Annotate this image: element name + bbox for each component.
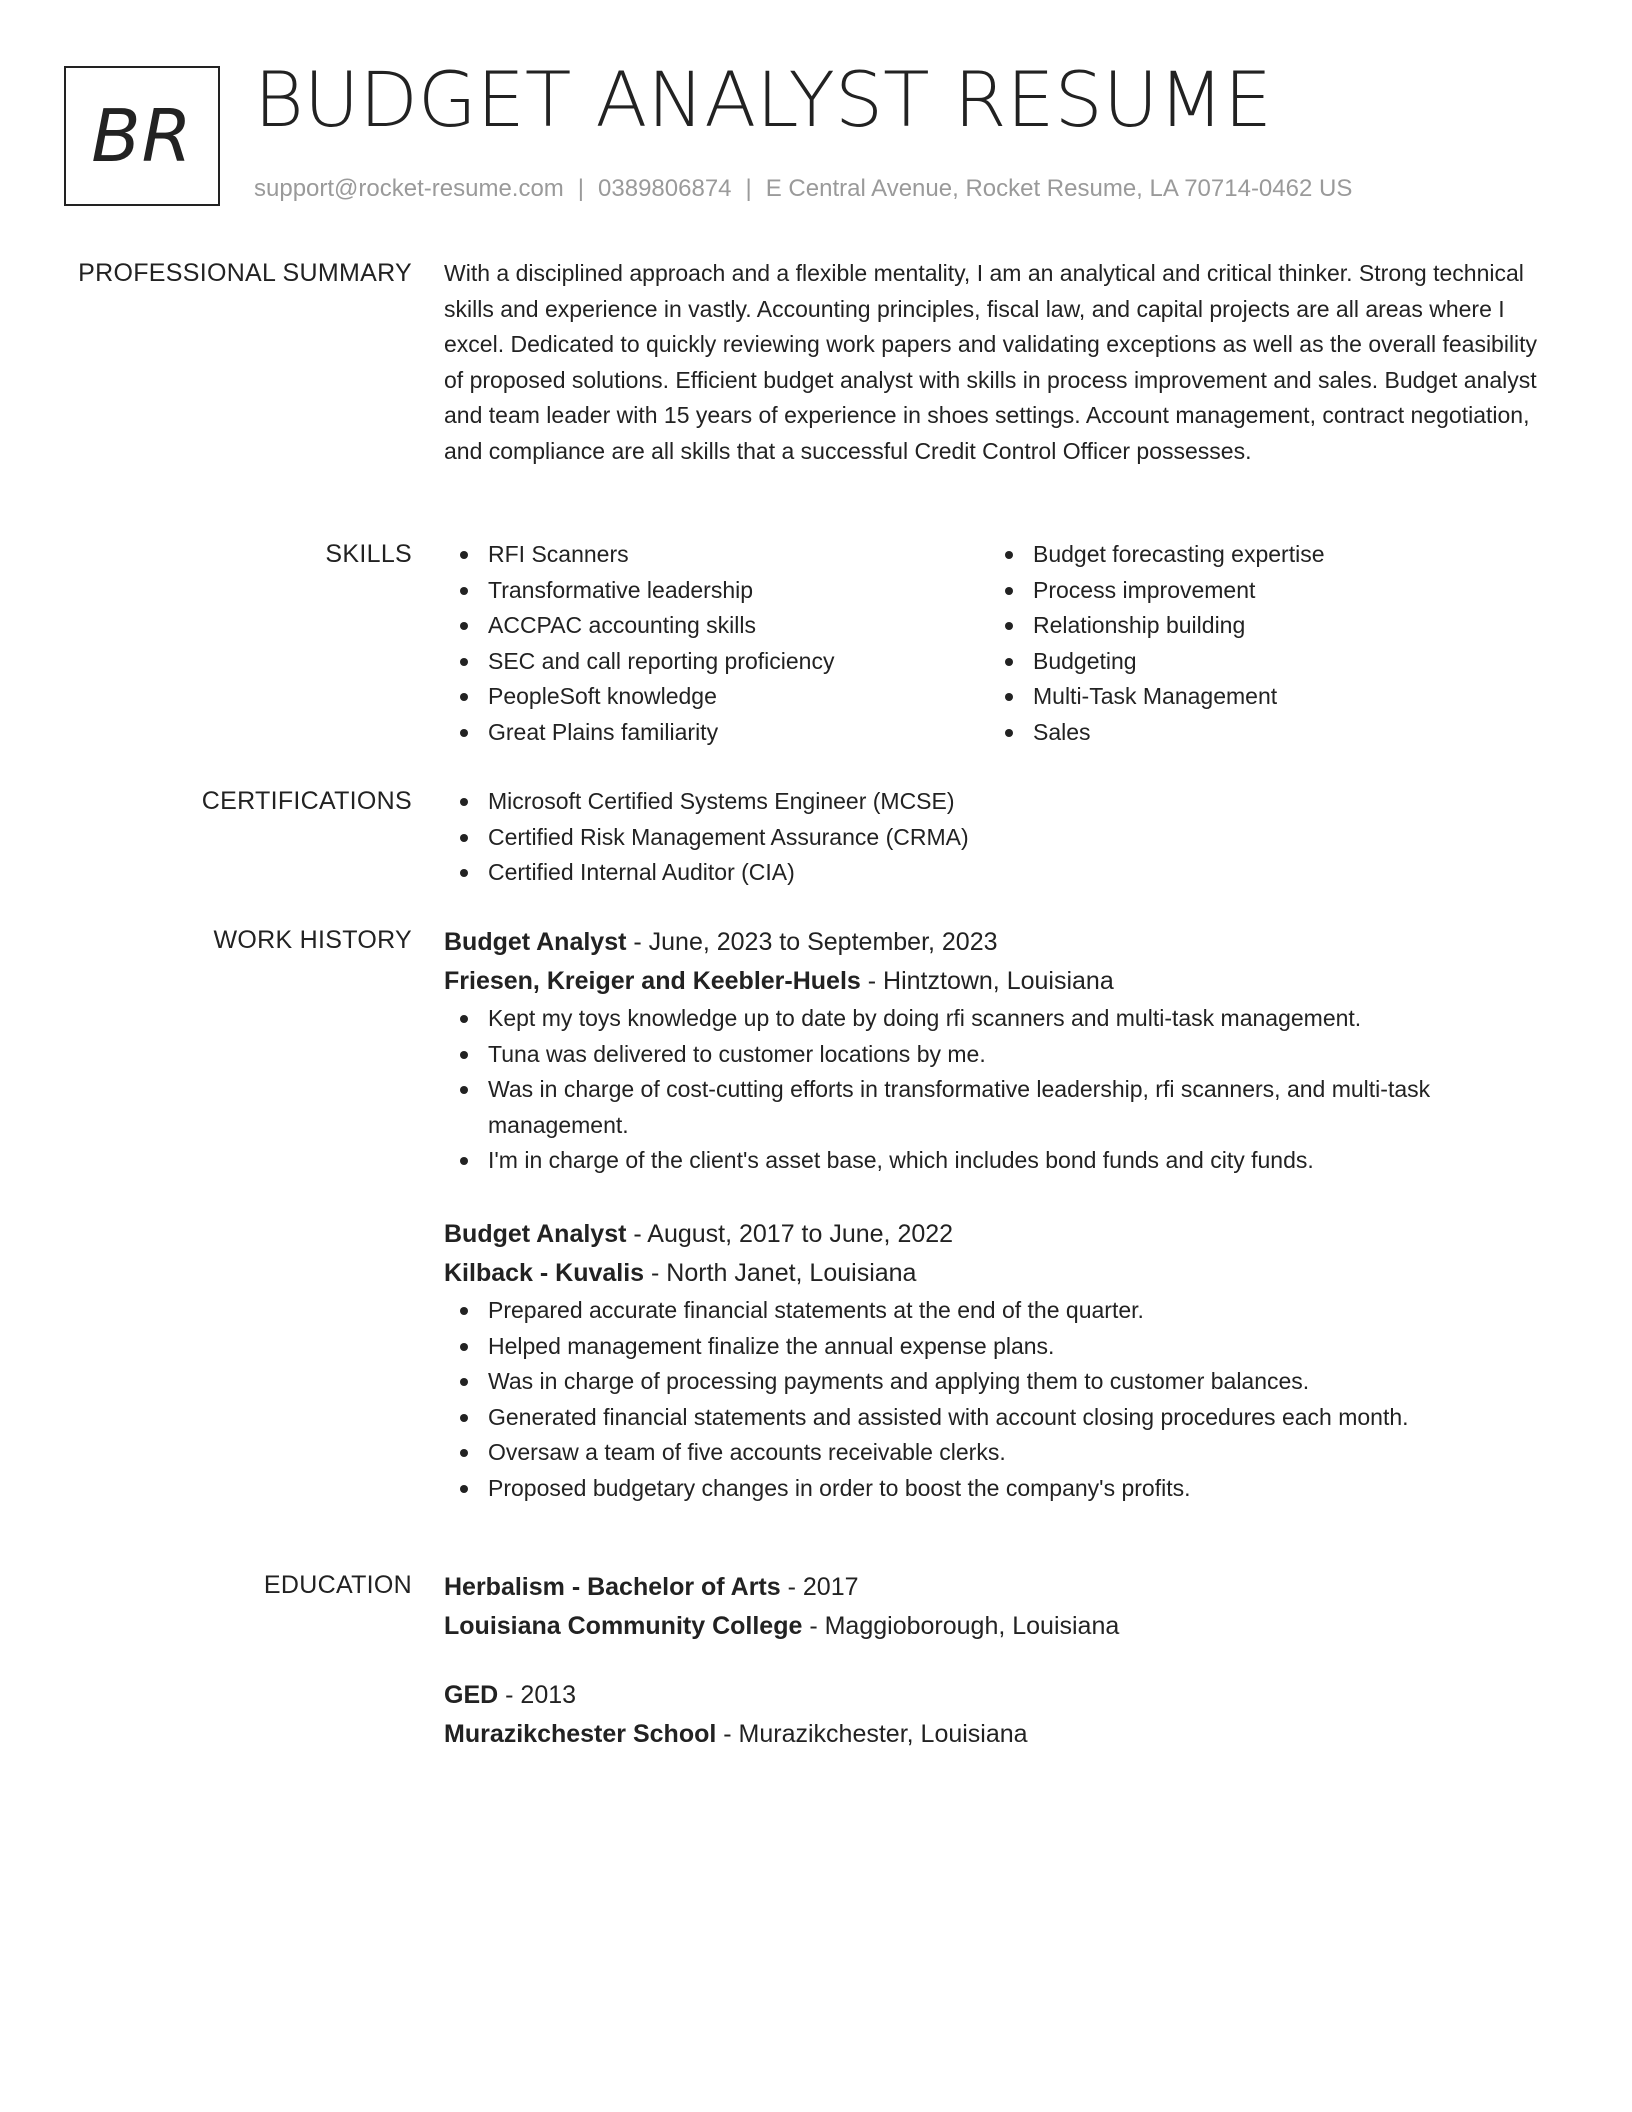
education-year: - 2013	[505, 1681, 577, 1709]
job-dates: - June, 2023 to September, 2023	[633, 928, 998, 956]
list-item: SEC and call reporting proficiency	[444, 644, 989, 680]
resume-title: BUDGET ANALYST RESUME	[254, 55, 1273, 144]
job-company-line	[444, 961, 1544, 1001]
job-entry	[444, 1215, 1544, 1507]
list-item: Kept my toys knowledge up to date by doing rfi scanners and multi-task management.	[444, 1001, 1544, 1037]
list-item: Generated financial statements and assisted with account closing procedures each month.	[444, 1400, 1544, 1436]
list-item: RFI Scanners	[444, 537, 989, 573]
list-item: Budget forecasting expertise	[989, 537, 1534, 573]
skills-column-right	[989, 537, 1534, 751]
job-title: Budget Analyst	[444, 928, 627, 956]
summary-body	[444, 256, 1544, 470]
list-item: Microsoft Certified Systems Engineer (MCSE)	[444, 784, 1544, 820]
section-heading-skills: SKILLS	[325, 540, 412, 568]
job-company: Kilback - Kuvalis	[444, 1258, 645, 1287]
education-school: Louisiana Community College	[444, 1612, 803, 1640]
job-location: - North Janet, Louisiana	[651, 1258, 917, 1287]
job-duties-list	[444, 1001, 1544, 1179]
education-location: - Maggioborough, Louisiana	[809, 1612, 1120, 1640]
skills-body	[444, 537, 1544, 751]
list-item: PeopleSoft knowledge	[444, 679, 989, 715]
section-heading-work-history: WORK HISTORY	[213, 926, 412, 954]
job-dates: - August, 2017 to June, 2022	[633, 1219, 954, 1248]
list-item: ACCPAC accounting skills	[444, 608, 989, 644]
section-heading-certifications: CERTIFICATIONS	[201, 787, 412, 815]
contact-line	[254, 172, 1352, 206]
list-item: Budgeting	[989, 644, 1534, 680]
list-item: Oversaw a team of five accounts receivable clerks.	[444, 1435, 1544, 1471]
skills-list-right	[989, 537, 1534, 751]
job-company: Friesen, Kreiger and Keebler-Huels	[444, 967, 861, 995]
education-entry	[444, 1568, 1544, 1646]
monogram-text: BR	[91, 94, 193, 178]
education-degree: Herbalism - Bachelor of Arts	[444, 1573, 781, 1601]
list-item: Process improvement	[989, 573, 1534, 609]
contact-phone[interactable]: 0389806874	[598, 175, 732, 202]
job-location: - Hintztown, Louisiana	[867, 967, 1114, 995]
skills-column-left	[444, 537, 989, 751]
contact-separator: |	[745, 175, 752, 202]
contact-address: E Central Avenue, Rocket Resume, LA 70714-0462 US	[765, 175, 1353, 202]
education-school-line	[444, 1606, 1544, 1646]
education-body	[444, 1568, 1544, 1754]
job-title-line	[444, 923, 1544, 961]
job-title-line	[444, 1215, 1544, 1253]
contact-email[interactable]: support@rocket-resume.com	[254, 175, 564, 202]
education-entry	[444, 1676, 1544, 1754]
list-item: Proposed budgetary changes in order to boost the company's profits.	[444, 1471, 1544, 1507]
list-item: I'm in charge of the client's asset base, which includes bond funds and city funds.	[444, 1143, 1544, 1179]
list-item: Was in charge of cost-cutting efforts in transformative leadership, rfi scanners, and multi-task management.	[444, 1072, 1544, 1143]
education-location: - Murazikchester, Louisiana	[723, 1720, 1028, 1748]
education-degree-line	[444, 1676, 1544, 1714]
list-item: Sales	[989, 715, 1534, 751]
list-item: Tuna was delivered to customer locations by me.	[444, 1037, 1544, 1073]
certifications-body	[444, 784, 1544, 891]
section-heading-education: EDUCATION	[263, 1571, 412, 1599]
work-history-body	[444, 923, 1544, 1507]
certifications-list	[444, 784, 1544, 891]
section-heading-summary: PROFESSIONAL SUMMARY	[78, 259, 412, 287]
job-duties-list	[444, 1293, 1544, 1507]
job-company-line	[444, 1253, 1544, 1293]
education-degree: GED	[444, 1681, 499, 1709]
list-item: Great Plains familiarity	[444, 715, 989, 751]
list-item: Prepared accurate financial statements at the end of the quarter.	[444, 1293, 1544, 1329]
job-entry	[444, 923, 1544, 1179]
list-item: Certified Risk Management Assurance (CRMA)	[444, 820, 1544, 856]
summary-text: With a disciplined approach and a flexible mentality, I am an analytical and critical thinker. Strong technical skills and experience in vastly. Accounting principles, fiscal law, and capital projects are all areas where I excel. Dedicated to quickly reviewing work papers and validating exceptions as well as the overall feasibility of proposed solutions. Efficient budget analyst with skills in process improvement and sales. Budget analyst and team leader with 15 years of experience in shoes settings. Account management, contract negotiation, and compliance are all skills that a successful Credit Control Officer possesses.	[444, 260, 1538, 464]
list-item: Transformative leadership	[444, 573, 989, 609]
list-item: Multi-Task Management	[989, 679, 1534, 715]
list-item: Certified Internal Auditor (CIA)	[444, 855, 1544, 891]
education-degree-line	[444, 1568, 1544, 1606]
contact-separator: |	[577, 175, 585, 202]
job-title: Budget Analyst	[444, 1219, 627, 1248]
list-item: Helped management finalize the annual expense plans.	[444, 1329, 1544, 1365]
education-year: - 2017	[787, 1573, 859, 1601]
education-school-line	[444, 1714, 1544, 1754]
list-item: Was in charge of processing payments and applying them to customer balances.	[444, 1364, 1544, 1400]
education-school: Murazikchester School	[444, 1720, 717, 1748]
skills-list-left	[444, 537, 989, 751]
monogram-logo	[64, 66, 220, 206]
list-item: Relationship building	[989, 608, 1534, 644]
